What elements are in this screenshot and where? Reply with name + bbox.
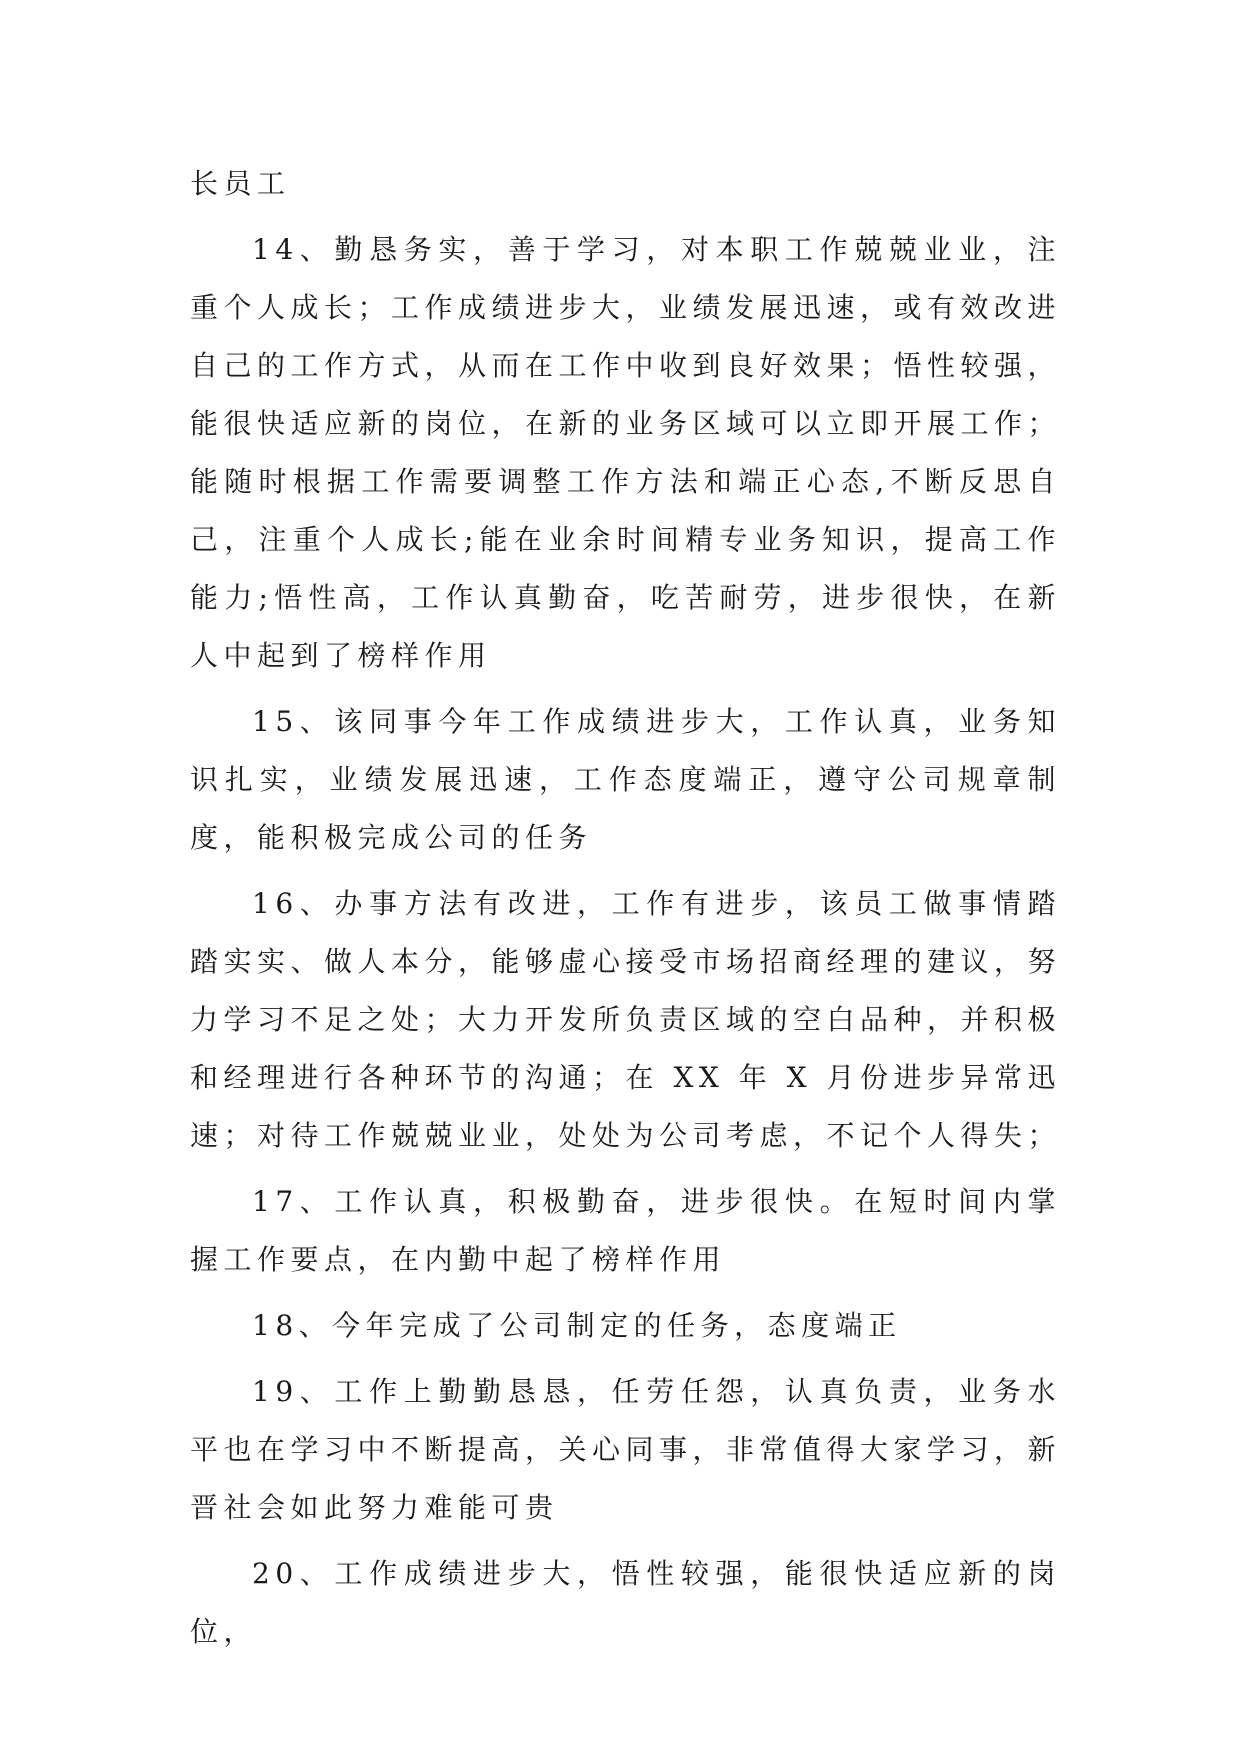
paragraph-item-20: 20、工作成绩进步大，悟性较强，能很快适应新的岗位，	[190, 1557, 1061, 1648]
paragraph-item-19: 19、工作上勤勤恳恳，任劳任怨，认真负责，业务水平也在学习中不断提高，关心同事，非常值得大家学习，新晋社会如此努力难能可贵	[190, 1375, 1062, 1524]
paragraph-continuation: 长员工	[190, 167, 291, 200]
paragraph-item-16: 16、办事方法有改进，工作有进步，该员工做事情踏踏实实、做人本分，能够虚心接受市场招商经理的建议，努力学习不足之处；大力开发所负责区域的空白品种，并积极和经理进行各种环节的沟通；在 XX 年 X 月份进步异常迅速；对待工作兢兢业业，处处为公司考虑，不记个人得失；	[190, 887, 1062, 1152]
paragraph-item-15: 15、该同事今年工作成绩进步大，工作认真，业务知识扎实，业绩发展迅速，工作态度端正，遵守公司规章制度，能积极完成公司的任务	[190, 705, 1061, 854]
paragraph-item-17: 17、工作认真，积极勤奋，进步很快。在短时间内掌握工作要点，在内勤中起了榜样作用	[190, 1185, 1061, 1276]
paragraph-item-18: 18、今年完成了公司制定的任务，态度端正	[252, 1309, 902, 1342]
paragraph-item-14: 14、勤恳务实，善于学习，对本职工作兢兢业业，注重个人成长；工作成绩进步大，业绩发展迅速，或有效改进自己的工作方式，从而在工作中收到良好效果；悟性较强，能很快适应新的岗位，在新的业务区域可以立即开展工作；能随时根据工作需要调整工作方法和端正心态,不断反思自己，注重个人成长;能在业余时间精专业务知识，提高工作能力;悟性高，工作认真勤奋，吃苦耐劳，进步很快，在新人中起到了榜样作用	[190, 233, 1062, 672]
